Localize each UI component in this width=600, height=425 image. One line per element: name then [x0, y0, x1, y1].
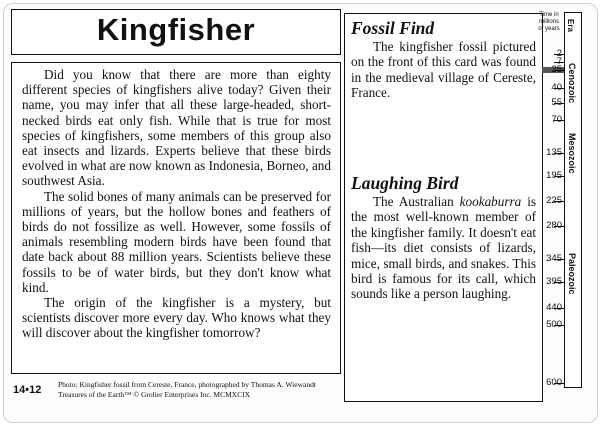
- laughing-bird-paragraph: [351, 194, 536, 302]
- timeline-tick-label: 345: [546, 253, 562, 264]
- laugh-text-after: is the most well-known member of the kingfisher family. It doesn't eat fish—its diet consists of lizards, mice, small birds, and snakes. This bird is famous for its call, which sounds like a person laughing.: [351, 194, 536, 302]
- timeline-tick-label: 225: [546, 195, 562, 206]
- era-mesozoic: Mesozoic: [567, 133, 577, 174]
- timeline-tick-label: 195: [546, 170, 562, 181]
- title-box: [11, 9, 341, 55]
- main-text-box: [11, 62, 341, 374]
- kookaburra-term: kookaburra: [459, 194, 522, 209]
- timeline-tick-label: 7: [556, 56, 562, 67]
- timeline-tick-label: 280: [546, 220, 562, 231]
- timeline-tick-label: 55: [551, 97, 562, 108]
- laugh-text-before: The Australian: [373, 194, 460, 209]
- fossil-find-paragraph: The kingfisher fossil pictured on the front of this card was found in the medieval village of Cereste, France.: [351, 39, 536, 101]
- geologic-timeline: [536, 12, 582, 402]
- era-cenozoic: Cenozoic: [567, 63, 577, 104]
- timeline-tick-label: 600: [546, 377, 562, 388]
- paragraph-1: Did you know that there are more than eighty different species of kingfishers alive today? Given their name, you may infer that all these large-headed, short-necked birds eat only fish. While that is true for most species of kingfishers, some members of this group also eat insects and lizards. Experts believe that these birds evolved in what are now known as Indonesia, Borneo, and southwest Asia.: [22, 67, 331, 189]
- timeline-tick-label: 40: [551, 82, 562, 93]
- card-title: Kingfisher: [96, 12, 256, 47]
- era-column-label: Era: [566, 19, 575, 32]
- credit-line-copyright: Treasures of the Earth™ © Grolier Enterprises Inc. MCMXCIX: [58, 390, 251, 399]
- timeline-tick-label: 440: [546, 302, 562, 313]
- paragraph-3: The origin of the kingfisher is a mystery, but scientists discover more every day. Who knows what they will discover about the kingfisher tomorrow?: [22, 295, 331, 341]
- paragraph-2: The solid bones of many animals can be preserved for millions of years, but the hollow bones and feathers of birds do not fossilize as well. However, some fossils of animals resembling modern birds have been found that date back about 88 million years. Scientists believe these fossils to be of water birds, but they don't know what kind.: [22, 188, 331, 295]
- timeline-tick-label: 500: [546, 319, 562, 330]
- era-column: [564, 12, 582, 388]
- fossil-find-heading: Fossil Find: [351, 18, 435, 38]
- timeline-tick-label: 25: [551, 64, 562, 75]
- credit-line-photo: Photo: Kingfisher fossil from Cereste, France, photographed by Thomas A. Wiewandt: [58, 380, 316, 389]
- timeline-axis: [564, 12, 565, 388]
- fossil-find-text: [351, 39, 536, 101]
- sidebar-box: [344, 13, 543, 402]
- timeline-tick-label: 135: [546, 147, 562, 158]
- main-text: [22, 67, 331, 341]
- laughing-bird-heading: Laughing Bird: [351, 173, 459, 193]
- timeline-header: Time in millions of years: [538, 12, 560, 32]
- photo-credit: [58, 380, 338, 400]
- laughing-bird-text: [351, 194, 536, 302]
- timeline-tick-label: 70: [551, 114, 562, 125]
- card-number: 14•12: [13, 384, 42, 396]
- timeline-tick-label: 395: [546, 276, 562, 287]
- era-paleozoic: Paleozoic: [567, 253, 577, 295]
- timeline-tick-label: 2: [556, 48, 562, 59]
